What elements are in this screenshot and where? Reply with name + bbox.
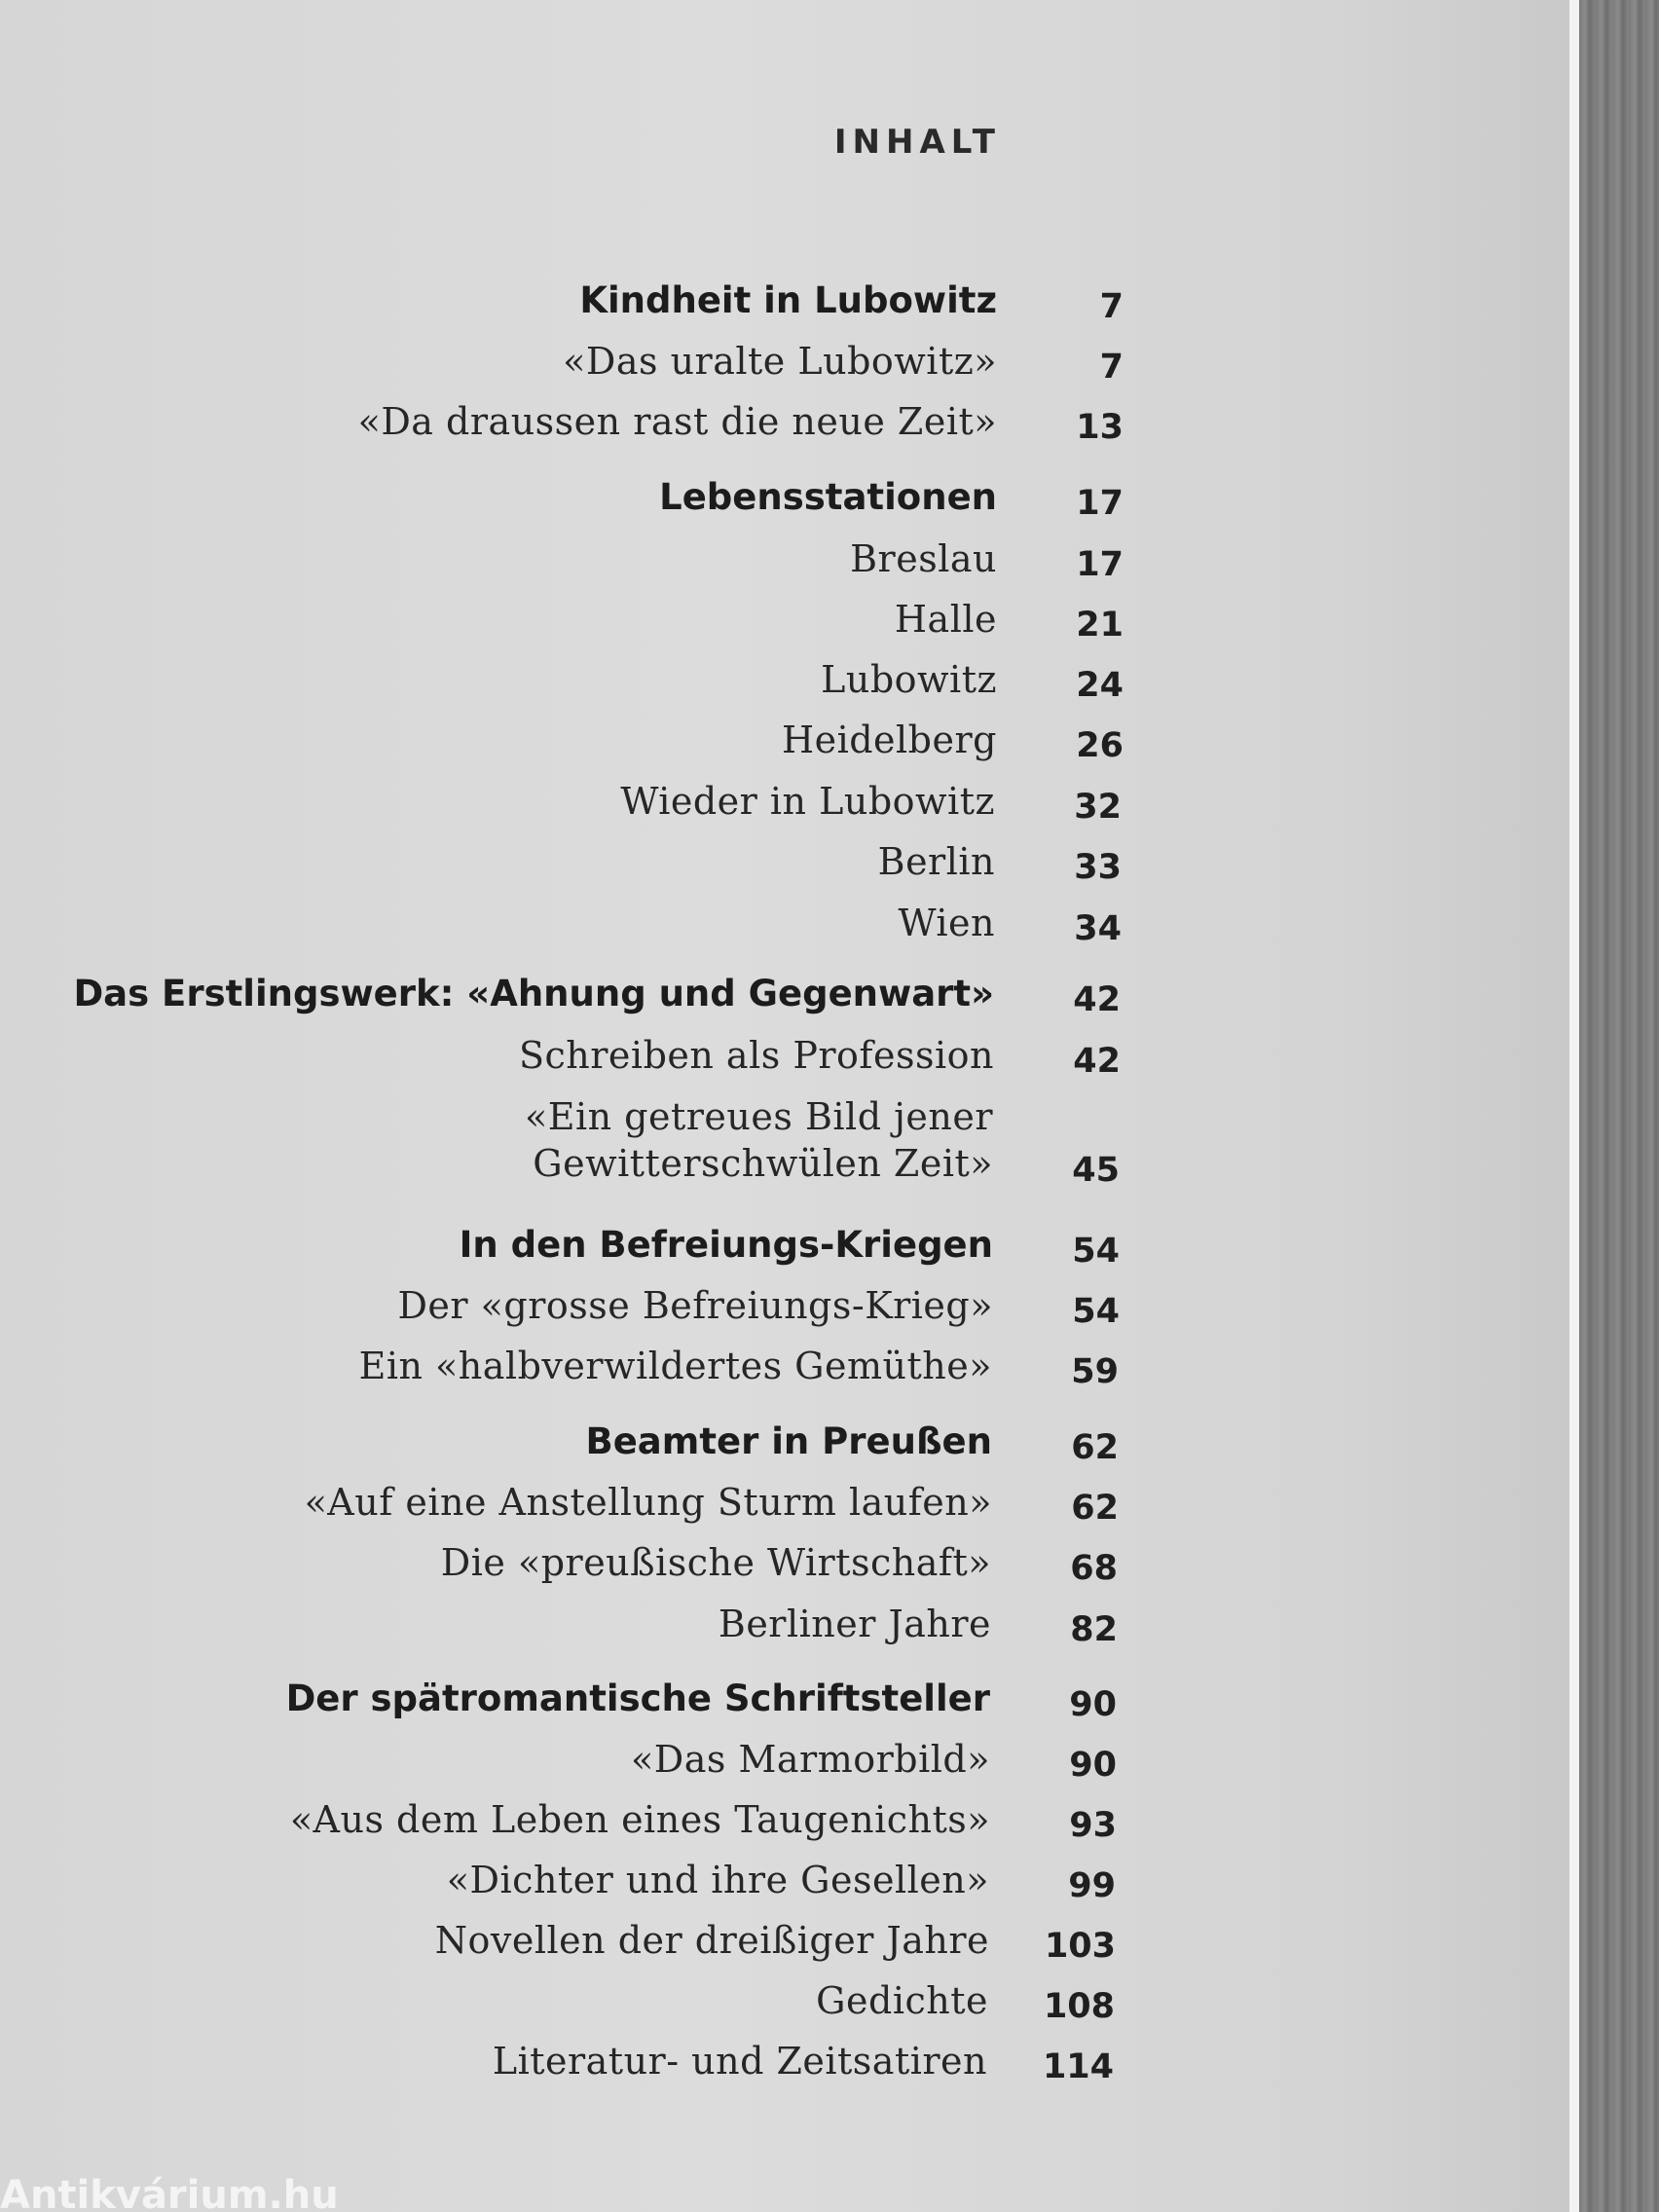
entry-title: «Das Marmorbild» [631,1738,990,1781]
entry-page-number: 7 [1099,287,1124,326]
entry-title [525,1093,993,1187]
entry-title: Gedichte [816,1979,988,2022]
entry-title: Lebensstationen [659,476,997,518]
toc-section-entry [0,1971,1160,2029]
entry-title: Literatur- und Zeitsatiren [492,2040,987,2083]
book-spine [1579,0,1659,2212]
toc-section-entry [0,1532,1162,1591]
toc-section-entry [0,2031,1159,2089]
entry-page-number: 24 [1076,666,1124,705]
toc-section-entry [0,1025,1165,1084]
entry-title: Das Erstlingswerk: «Ahnung und Gegenwart» [73,973,994,1014]
toc-section-entry [0,589,1168,647]
entry-title-line: «Ein getreues Bild jener [524,1095,993,1138]
entry-page-number: 21 [1076,606,1124,645]
entry-page-number: 103 [1044,1927,1116,1966]
entry-page-number: 32 [1074,788,1122,827]
toc-section-entry [0,1850,1161,1908]
entry-title-line: Gewitterschwülen Zeit» [533,1142,993,1185]
page-edge [1569,0,1579,2212]
entry-title: Beamter in Preußen [585,1420,992,1462]
entry-title: Ein «halbverwildertes Gemüthe» [358,1345,992,1387]
entry-title: Kindheit in Lubowitz [579,279,997,321]
entry-title: «Das uralte Lubowitz» [563,340,997,383]
entry-title: Schreiben als Profession [518,1034,994,1077]
entry-page-number: 93 [1069,1806,1117,1845]
entry-page-number: 17 [1076,545,1124,584]
entry-page-number: 114 [1042,2047,1114,2086]
toc-section-entry [0,331,1168,389]
entry-page-number: 62 [1071,1428,1119,1467]
entry-title: Berlin [877,840,995,883]
toc-section-entry [0,391,1168,450]
entry-title: Halle [894,598,997,641]
toc-section-entry [0,1472,1163,1530]
entry-title: Die «preußische Wirtschaft» [440,1541,991,1584]
entry-page-number: 82 [1070,1610,1118,1649]
entry-page-number: 90 [1069,1685,1117,1724]
toc-section-entry [0,1086,1164,1193]
entry-page-number: 13 [1076,408,1124,447]
entry-page-number: 17 [1076,484,1124,523]
toc-chapter-entry [0,964,1165,1022]
entry-page-number: 42 [1073,1042,1121,1081]
entry-page-number: 90 [1069,1746,1117,1785]
entry-page-number: 34 [1074,909,1122,948]
entry-page-number: 99 [1068,1866,1116,1905]
toc-section-entry [0,1594,1162,1652]
entry-page-number: 45 [1072,1151,1120,1190]
entry-title: Heidelberg [781,719,997,761]
toc-section-entry [0,649,1168,708]
entry-title: Der «grosse Befreiungs-Krieg» [397,1284,993,1327]
toc-chapter-entry [0,467,1168,526]
entry-title: Novellen der dreißiger Jahre [434,1919,989,1962]
entry-page-number: 7 [1099,348,1124,387]
toc-section-entry [0,1275,1164,1334]
entry-page-number: 33 [1074,848,1122,887]
entry-page-number: 54 [1072,1232,1120,1271]
toc-section-entry [0,1789,1161,1848]
entry-title: «Da draussen rast die neue Zeit» [357,400,997,443]
entry-title: Lubowitz [821,658,997,701]
entry-title: «Auf eine Anstellung Sturm laufen» [304,1481,992,1524]
toc-section-entry [0,1729,1161,1788]
toc-section-entry [0,893,1166,951]
entry-page-number: 54 [1072,1292,1120,1331]
toc-section-entry [0,1336,1163,1394]
entry-title: Breslau [850,537,997,580]
entry-title: In den Befreiungs-Kriegen [459,1224,993,1266]
toc-section-entry [0,831,1166,890]
toc-chapter-entry [0,1412,1163,1470]
toc-section-entry [0,1910,1161,1969]
toc-section-entry [0,529,1168,587]
watermark-text: Antikvárium.hu [0,2173,339,2212]
entry-page-number: 108 [1043,1987,1115,2026]
entry-title: «Aus dem Leben eines Taugenichts» [289,1798,990,1841]
entry-title: Berliner Jahre [718,1603,991,1645]
entry-title: Der spätromantische Schriftsteller [285,1677,990,1719]
entry-title: «Dichter und ihre Gesellen» [446,1859,989,1901]
entry-page-number: 68 [1070,1549,1118,1588]
toc-chapter-entry [0,1669,1161,1727]
toc-heading: INHALT [833,123,1001,162]
entry-page-number: 42 [1073,980,1121,1019]
toc-section-entry [0,771,1166,830]
toc-chapter-entry [0,1215,1164,1273]
toc-chapter-entry [0,271,1168,329]
entry-title: Wien [898,902,995,944]
entry-page-number: 59 [1071,1352,1119,1391]
entry-page-number: 26 [1076,726,1124,765]
toc-section-entry [0,710,1168,768]
entry-page-number: 62 [1071,1489,1119,1528]
entry-title: Wieder in Lubowitz [620,780,995,823]
